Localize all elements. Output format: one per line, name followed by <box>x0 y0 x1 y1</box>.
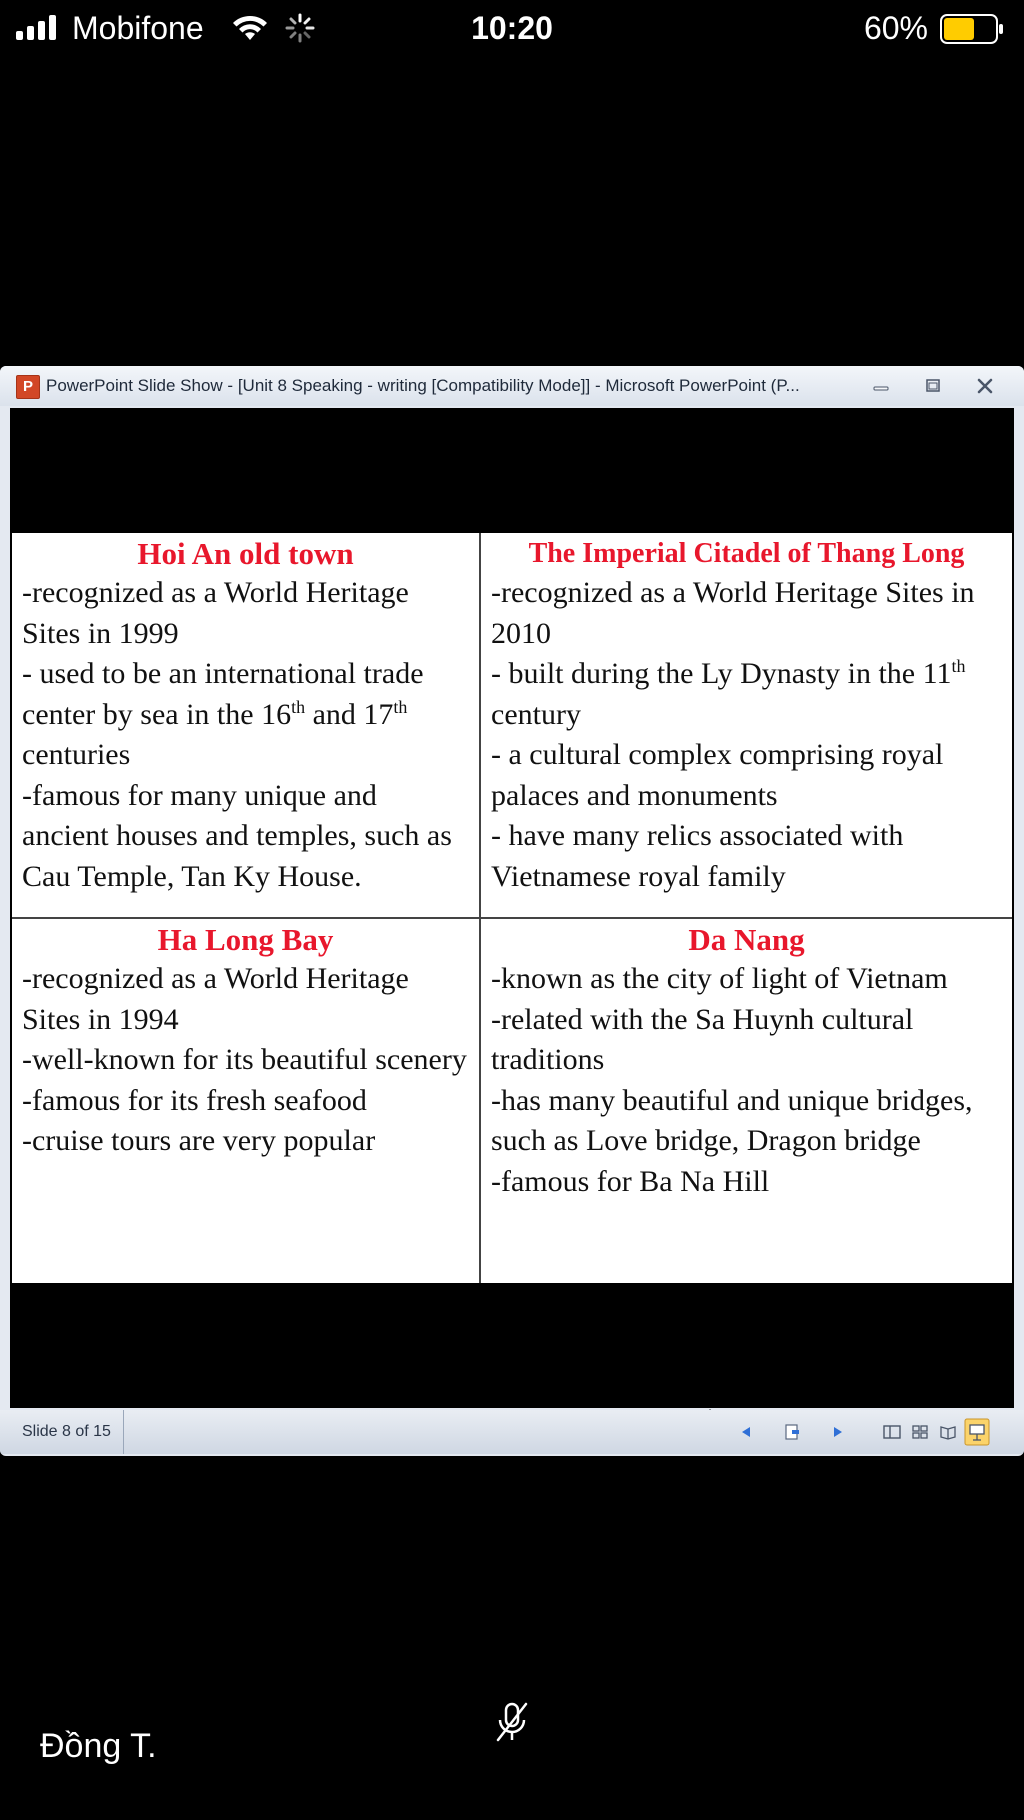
slide-menu-icon[interactable] <box>782 1422 802 1442</box>
window-titlebar <box>0 366 1024 406</box>
cell-text: -recognized as a World Heritage Sites in 2010 - built during the Ly Dynasty in the 11th century - a cultural complex comprising royal palaces and monuments - have many relics associated with Vietnamese royal family <box>491 576 975 893</box>
cell-title: Ha Long Bay <box>157 922 334 957</box>
cell-title: The Imperial Citadel of Thang Long <box>528 538 965 569</box>
powerpoint-window <box>0 366 1024 1456</box>
slide-table <box>12 533 1012 1283</box>
powerpoint-statusbar <box>0 1410 1024 1454</box>
battery-icon <box>940 14 1004 44</box>
mic-off-icon[interactable] <box>492 1700 532 1744</box>
cell-da-nang <box>479 917 1012 1283</box>
slide-area <box>10 408 1014 1408</box>
window-title: PowerPoint Slide Show - [Unit 8 Speaking - writing [Compatibility Mode]] - Microsoft PowerPoint (P... <box>46 376 800 395</box>
cell-thang-long <box>479 533 1012 917</box>
cell-hoi-an <box>12 533 479 917</box>
reading-view-icon[interactable] <box>938 1422 958 1442</box>
battery-percentage: 60% <box>863 10 928 46</box>
normal-view-icon[interactable] <box>882 1422 902 1442</box>
cell-text: -recognized as a World Heritage Sites in 1999 - used to be an international trade center by sea in the 16th and 17th centuries -famous for many unique and ancient houses and temples, such as Cau Temple, Tan Ky House. <box>22 576 452 893</box>
minimize-icon[interactable] <box>868 374 894 398</box>
cell-title: Da Nang <box>688 922 805 957</box>
next-slide-icon[interactable] <box>828 1422 848 1442</box>
slide-counter: Slide 8 of 15 <box>22 1410 124 1454</box>
participant-name: Đồng T. <box>40 1727 157 1765</box>
previous-slide-icon[interactable] <box>736 1422 756 1442</box>
slide-show-view-icon[interactable] <box>964 1418 990 1446</box>
close-icon[interactable] <box>972 374 998 398</box>
cell-ha-long <box>12 917 479 1283</box>
cell-title: Hoi An old town <box>137 536 354 571</box>
cell-text: -recognized as a World Heritage Sites in 1994 -well-known for its beautiful scenery -famous for its fresh seafood -cruise tours are very popular <box>22 962 467 1157</box>
cell-text: -known as the city of light of Vietnam -related with the Sa Huynh cultural traditions -has many beautiful and unique bridges, such as Love bridge, Dragon bridge -famous for Ba Na Hill <box>491 962 973 1198</box>
slide-sorter-icon[interactable] <box>910 1422 930 1442</box>
clock: 10:20 <box>471 10 553 46</box>
ios-status-bar <box>0 0 1024 56</box>
carrier-name: Mobifone <box>72 10 204 46</box>
restore-icon[interactable] <box>920 374 946 398</box>
powerpoint-logo-icon: P <box>16 375 40 399</box>
